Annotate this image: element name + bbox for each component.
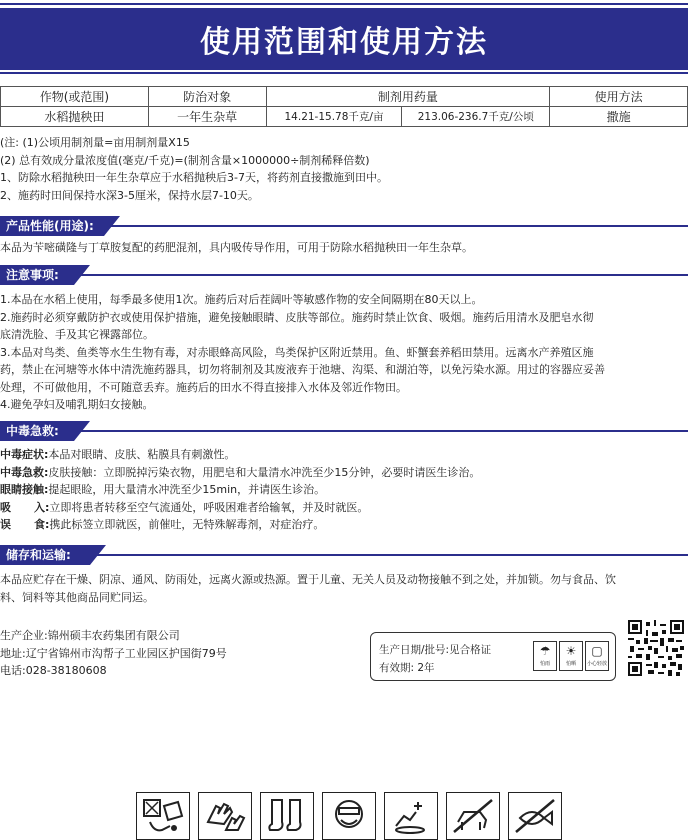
paragraph-line: 本品应贮存在干燥、阴凉、通风、防雨处，远离火源或热源。置于儿童、无关人员及动物接触不到之处，并加锁。勿与食品、饮 xyxy=(0,573,616,586)
section-tab-corner xyxy=(90,545,106,565)
section-rule xyxy=(0,274,688,276)
wash-after-use-icon xyxy=(384,792,438,840)
company-phone: 电话:028-38180608 xyxy=(0,664,107,677)
company-name: 生产企业:锦州硕丰农药集团有限公司 xyxy=(0,629,180,642)
section-title-cautions: 注意事项: xyxy=(0,265,74,285)
poisoning-item xyxy=(0,516,688,534)
poisoning-item xyxy=(0,499,688,517)
poisoning-label: 中毒症状: xyxy=(0,448,49,461)
pictogram-label: 怕晒 xyxy=(565,661,576,667)
section-tab-corner xyxy=(74,421,90,441)
qr-code-icon xyxy=(628,620,684,676)
usage-notes xyxy=(0,134,688,204)
pictogram-glyph: ☀ xyxy=(565,644,577,658)
handling-pictograms xyxy=(533,641,609,671)
cell-dose-mu: 14.21-15.78千克/亩 xyxy=(266,107,402,127)
sun-protect-icon xyxy=(559,641,583,671)
poisoning-label: 中毒急救: xyxy=(0,465,49,479)
cautions-text xyxy=(0,291,688,414)
keep-from-fish-icon xyxy=(508,792,562,840)
poisoning-item xyxy=(0,481,688,499)
section-header-storage xyxy=(0,545,688,565)
pictogram-glyph: ▢ xyxy=(591,644,603,658)
safety-pictograms xyxy=(136,792,562,840)
table-row xyxy=(1,107,688,127)
performance-text xyxy=(0,239,688,257)
note-line: (注: (1)公顷用制剂量=亩用制剂量X15 xyxy=(0,136,190,149)
poisoning-detail: 携此标签立即就医，前催吐，无特殊解毒剂，对症治疗。 xyxy=(49,518,325,531)
header-target: 防治对象 xyxy=(148,87,266,107)
company-address: 地址:辽宁省锦州市沟帮子工业园区护国街79号 xyxy=(0,646,227,660)
section-title-poisoning: 中毒急救: xyxy=(0,421,74,441)
cell-crop: 水稻抛秧田 xyxy=(1,107,149,127)
poisoning-item xyxy=(0,446,688,464)
validity-text: 有效期: 2年 xyxy=(379,662,435,674)
fragile-icon xyxy=(585,641,609,671)
wear-gloves-icon xyxy=(198,792,252,840)
table-header-row xyxy=(1,87,688,107)
wear-boots-icon xyxy=(260,792,314,840)
storage-text xyxy=(0,571,688,606)
note-line: 2、施药时田间保持水深3-5厘米，保持水层7-10天。 xyxy=(0,188,259,202)
section-tab-corner xyxy=(74,265,90,285)
chemical-mixing-icon xyxy=(136,792,190,840)
usage-table xyxy=(0,86,688,127)
batch-info-box xyxy=(370,632,616,681)
wear-mask-icon xyxy=(322,792,376,840)
header-method: 使用方法 xyxy=(550,87,688,107)
section-tab-corner xyxy=(104,216,120,236)
header-dosage: 制剂用药量 xyxy=(266,87,550,107)
paragraph-line: 处理，不可做他用，不可随意丢弃。施药后的田水不得直接排入水体及邻近作物田。 xyxy=(0,380,407,394)
title-bar xyxy=(0,8,688,70)
poisoning-detail: 皮肤接触：立即脱掉污染衣物，用肥皂和大量清水冲洗至少15分钟，必要时请医生诊治。 xyxy=(48,465,481,479)
section-rule xyxy=(0,430,688,432)
rain-protect-icon xyxy=(533,641,557,671)
title-stripe-bottom xyxy=(0,72,688,74)
section-header-poisoning xyxy=(0,421,688,441)
poisoning-detail: 本品对眼睛、皮肤、粘膜具有刺激性。 xyxy=(48,448,236,461)
pictogram-label: 怕雨 xyxy=(539,661,550,667)
paragraph-line: 1.本品在水稻上使用，每季最多使用1次。施药后对后茬阔叶等敏感作物的安全间隔期在80天以上。 xyxy=(0,293,483,306)
paragraph-line: 药，禁止在河塘等水体中清洗施药器具，切勿将制剂及其废液弃于池塘、沟渠、和湖泊等，以免污染水源。用过的容器应妥善 xyxy=(0,363,605,376)
keep-from-livestock-icon xyxy=(446,792,500,840)
paragraph-line: 底清洗脸、手及其它裸露部位。 xyxy=(0,328,154,341)
manufacturer-info xyxy=(0,627,227,680)
poisoning-detail: 提起眼睑，用大量清水冲洗至少15min，并请医生诊治。 xyxy=(48,483,326,496)
poisoning-label: 眼睛接触: xyxy=(0,483,49,496)
poisoning-detail: 立即将患者转移至空气流通处，呼吸困难者给输氧，并及时就医。 xyxy=(49,500,369,514)
pictogram-label: 小心轻放 xyxy=(586,661,607,667)
cell-target: 一年生杂草 xyxy=(148,107,266,127)
section-header-cautions xyxy=(0,265,688,285)
pictogram-glyph: ☂ xyxy=(539,644,551,658)
poisoning-text xyxy=(0,446,688,534)
note-line: (2) 总有效成分量浓度值(毫克/千克)=(制剂含量×1000000÷制剂稀释倍数) xyxy=(0,153,370,167)
cell-method: 撒施 xyxy=(550,107,688,127)
batch-text: 生产日期/批号:见合格证 xyxy=(379,644,492,656)
poisoning-label: 误 食: xyxy=(0,518,50,531)
section-header-performance xyxy=(0,216,688,236)
paragraph-line: 本品为苄嘧磺隆与丁草胺复配的药肥混剂，具内吸传导作用，可用于防除水稻抛秧田一年生杂草。 xyxy=(0,241,473,254)
paragraph-line: 料、饲料等其他商品同贮同运。 xyxy=(0,590,154,604)
poisoning-label: 吸 入: xyxy=(0,500,50,514)
paragraph-line: 2.施药时必须穿戴防护衣或使用保护措施，避免接触眼睛、皮肤等部位。施药时禁止饮食、吸烟。施药后用清水及肥皂水彻 xyxy=(0,310,594,324)
paragraph-line: 4.避免孕妇及哺乳期妇女接触。 xyxy=(0,398,154,411)
page-title: 使用范围和使用方法 xyxy=(200,25,488,60)
header-crop: 作物(或范围) xyxy=(1,87,149,107)
section-title-storage: 储存和运输: xyxy=(0,545,90,565)
paragraph-line: 3.本品对鸟类、鱼类等水生生物有毒，对赤眼蜂高风险，鸟类保护区附近禁用。鱼、虾蟹套养稻田禁用。远离水产养殖区施 xyxy=(0,345,594,359)
poisoning-item xyxy=(0,464,688,482)
section-title-performance: 产品性能(用途): xyxy=(0,216,104,236)
cell-dose-ha: 213.06-236.7千克/公顷 xyxy=(402,107,550,127)
note-line: 1、防除水稻抛秧田一年生杂草应于水稻抛秧后3-7天，将药剂直接撒施到田中。 xyxy=(0,171,388,184)
title-stripe-top xyxy=(0,3,688,5)
title-band xyxy=(0,0,688,76)
